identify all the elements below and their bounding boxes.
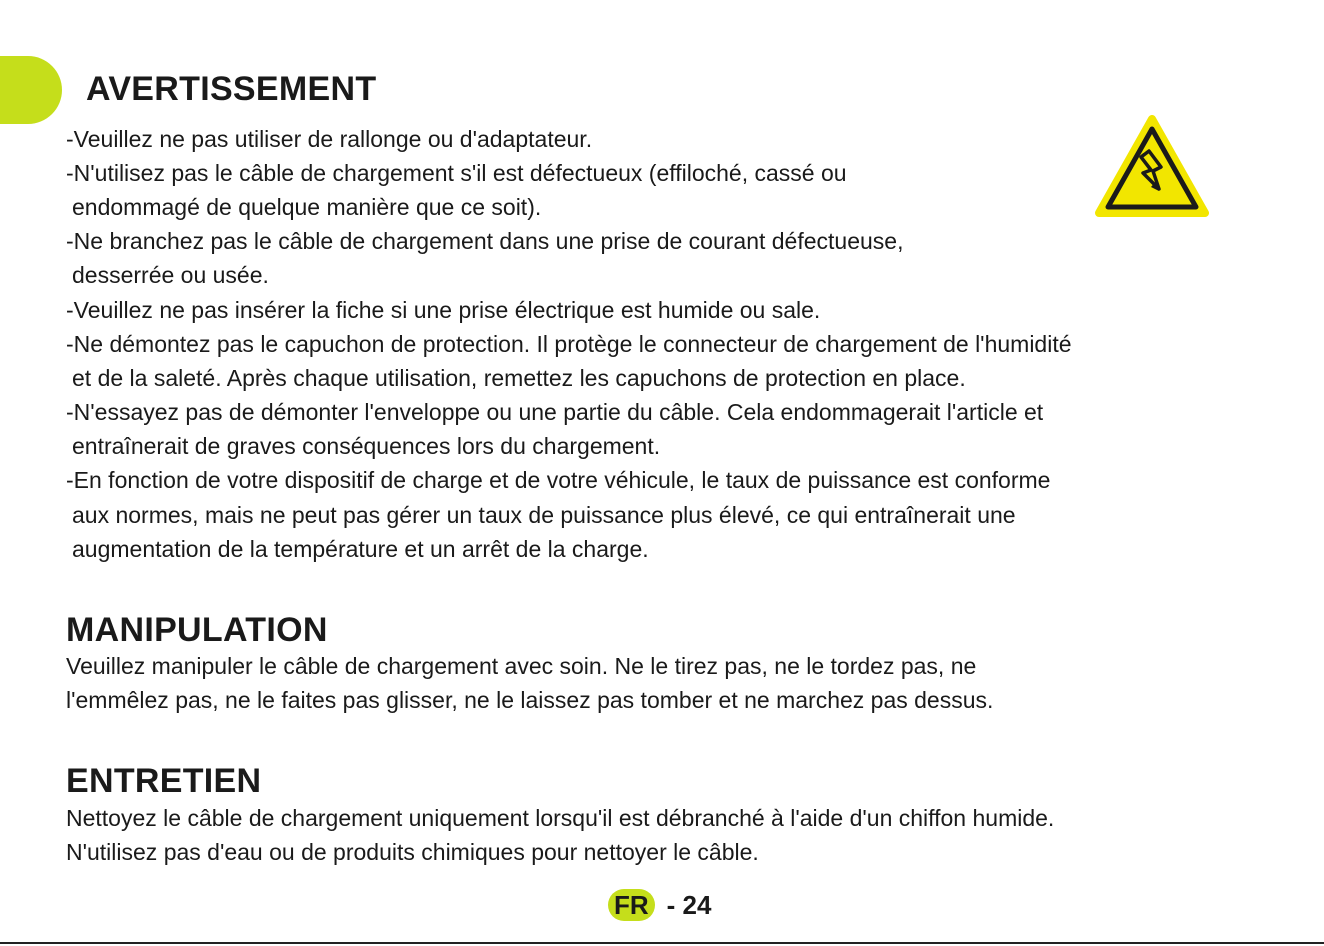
section-tab-marker	[0, 56, 62, 124]
handling-line: l'emmêlez pas, ne le faites pas glisser, ne le laissez pas tomber et ne marchez pas dessus.	[66, 687, 994, 713]
handling-line: Veuillez manipuler le câble de chargement avec soin. Ne le tirez pas, ne le tordez pas, ne	[66, 653, 977, 679]
high-voltage-warning-icon	[1095, 115, 1209, 219]
warning-line: desserrée ou usée.	[72, 262, 269, 288]
warning-line: augmentation de la température et un arrêt de la charge.	[72, 536, 649, 562]
bottom-divider	[0, 942, 1324, 944]
warning-line: -N'essayez pas de démonter l'enveloppe ou une partie du câble. Cela endommagerait l'article et	[66, 399, 1044, 425]
page-footer	[608, 887, 711, 923]
warning-line: -En fonction de votre dispositif de charge et de votre véhicule, le taux de puissance est conforme	[66, 467, 1051, 493]
language-badge: FR	[608, 889, 655, 921]
maintenance-line: Nettoyez le câble de chargement uniquement lorsqu'il est débranché à l'aide d'un chiffon humide.	[66, 805, 1055, 831]
handling-heading: MANIPULATION	[66, 611, 328, 649]
warning-line: -N'utilisez pas le câble de chargement s'il est défectueux (effiloché, cassé ou	[66, 160, 847, 186]
warning-line: -Ne démontez pas le capuchon de protection. Il protège le connecteur de chargement de l'humidité	[66, 331, 1072, 357]
warning-line: -Veuillez ne pas utiliser de rallonge ou d'adaptateur.	[66, 126, 593, 152]
warning-line: -Veuillez ne pas insérer la fiche si une prise électrique est humide ou sale.	[66, 297, 821, 323]
maintenance-line: N'utilisez pas d'eau ou de produits chimiques pour nettoyer le câble.	[66, 839, 759, 865]
warning-line: entraînerait de graves conséquences lors du chargement.	[72, 433, 661, 459]
warning-heading: AVERTISSEMENT	[86, 70, 377, 108]
page-number: - 24	[666, 889, 712, 920]
warning-line: -Ne branchez pas le câble de chargement dans une prise de courant défectueuse,	[66, 228, 904, 254]
maintenance-heading: ENTRETIEN	[66, 762, 262, 800]
warning-line: aux normes, mais ne peut pas gérer un taux de puissance plus élevé, ce qui entraînerait une	[72, 502, 1016, 528]
warning-line: endommagé de quelque manière que ce soit).	[72, 194, 542, 220]
warning-line: et de la saleté. Après chaque utilisation, remettez les capuchons de protection en place.	[72, 365, 966, 391]
